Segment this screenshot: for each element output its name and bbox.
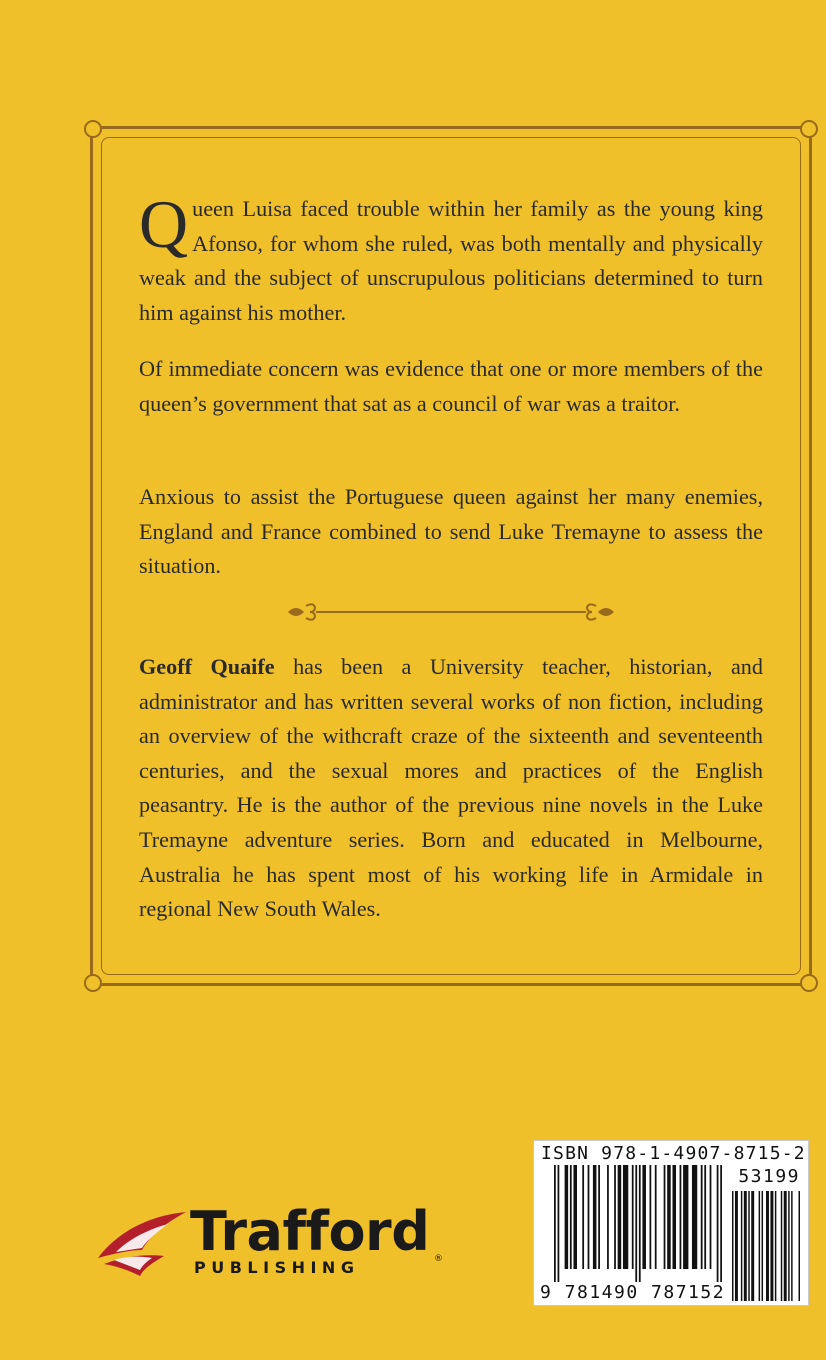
book-swoosh-icon (94, 1206, 194, 1284)
blurb-paragraph-1 (139, 186, 763, 330)
publisher-logo (94, 1200, 454, 1286)
barcode-addon-number: 53199 (738, 1166, 800, 1187)
ean-number: 9 781490 787152 (540, 1282, 726, 1303)
blurb-paragraph-2 (139, 352, 763, 421)
frame-corner-ornament (800, 974, 818, 992)
author-bio-text: has been a University teacher, historian, and administrator and has written several works of non fiction, including an overview of the withcraft craze of the sixteenth and seventeenth centuries, and the sexual mores and practices of the English peasantry. He is the author of the previous nine novels in the Luke Tremayne adventure series. Born and educated in Melbourne, Australia he has spent most of his working life in Armidale in regional New South Wales. (139, 654, 763, 922)
addon-barcode-bars (732, 1191, 800, 1301)
registered-mark: ® (434, 1254, 443, 1264)
barcode-bars (554, 1165, 722, 1283)
publisher-tagline: PUBLISHING (194, 1258, 360, 1277)
publisher-name: Trafford (190, 1200, 430, 1263)
ornamental-divider (286, 598, 616, 626)
blurb-text: Of immediate concern was evidence that one or more members of the queen’s government that sat as a council of war was a traitor. (139, 356, 763, 416)
author-name: Geoff Quaife (139, 654, 275, 679)
frame-corner-ornament (84, 120, 102, 138)
isbn-barcode (533, 1140, 809, 1306)
blurb-text: ueen Luisa faced trouble within her family as the young king Afonso, for whom she ruled, was both mentally and physically weak and the subject of unscrupulous politicians determined to turn him against his mother. (139, 196, 763, 325)
blurb-text: Anxious to assist the Portuguese queen against her many enemies, England and France combined to send Luke Tremayne to assess the situation. (139, 484, 763, 579)
isbn-label: ISBN 978-1-4907-8715-2 (541, 1143, 806, 1164)
frame-corner-ornament (84, 974, 102, 992)
frame-corner-ornament (800, 120, 818, 138)
author-bio (139, 650, 763, 927)
drop-cap: Q (139, 186, 189, 262)
blurb-paragraph-3 (139, 480, 763, 584)
